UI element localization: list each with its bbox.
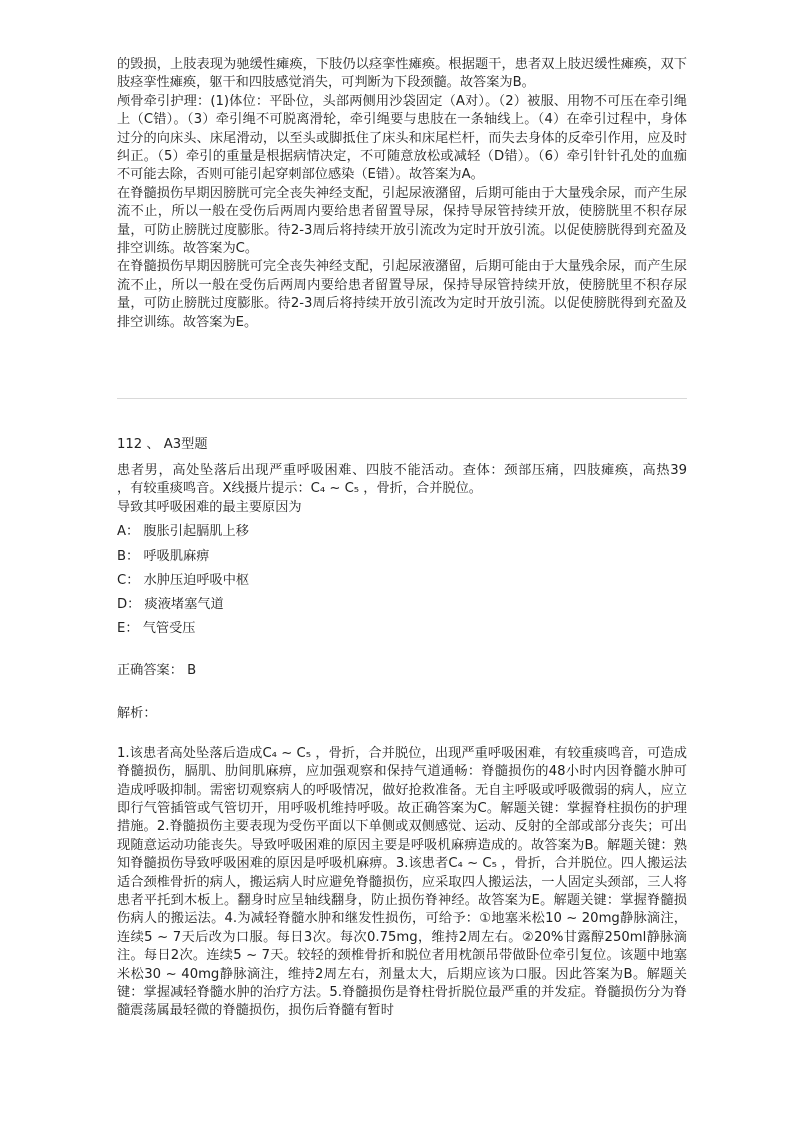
option-e[interactable] — [117, 620, 687, 644]
explanation-paragraph: 的毁损，上肢表现为驰缓性瘫痪，下肢仍以痉挛性瘫痪。根据题干，患者双上肢迟缓性瘫痪，双下肢痉挛性瘫痪，躯干和四肢感觉消失，可判断为下段颈髓。故答案为B。 — [117, 57, 687, 91]
answer-value: B — [187, 662, 197, 678]
option-letter: E： — [117, 621, 139, 637]
option-text: 水肿压迫呼吸中枢 — [143, 572, 250, 588]
question-number-type: 112 、 A3型题 — [117, 437, 208, 452]
previous-explanations — [117, 56, 687, 332]
option-b[interactable] — [117, 548, 687, 572]
option-text: 痰液堵塞气道 — [144, 597, 224, 613]
option-letter: C： — [117, 572, 140, 588]
option-list — [117, 523, 687, 644]
section-divider — [117, 398, 687, 399]
option-letter: D： — [117, 597, 141, 613]
question-block — [117, 436, 701, 1021]
option-letter: A： — [117, 524, 140, 540]
explanation-paragraph: 在脊髓损伤早期因膀胱可完全丧失神经支配，引起尿液潴留，后期可能由于大量残余尿，而产生尿流不止，所以一般在受伤后两周内要给患者留置导尿，保持导尿管持续开放，使膀胱里不积存尿量，可防止膀胱过度膨胀。待2-3周后将持续开放引流改为定时开放引流。以促使膀胱得到充盈及排空训练。故答案为C。 — [117, 185, 687, 257]
question-prompt: 导致其呼吸困难的最主要原因为 — [117, 499, 302, 515]
option-text: 呼吸肌麻痹 — [143, 548, 210, 564]
explanation-text: 1.该患者高处坠落后造成C₄ ~ C₅ ，骨折，合并脱位，出现严重呼吸困难，有较重痰鸣音，可造成脊髓损伤，膈肌、肋间肌麻痹，应加强观察和保持气道通畅：脊髓损伤的48小时内因脊髓水肿可造成呼吸抑制。需密切观察病人的呼吸情况，做好抢救准备。无自主呼吸或呼吸微弱的病人，应立即行气管插管或气管切开，用呼吸机维持呼吸。故正确答案为C。解题关键：掌握脊柱损伤的护理措施。2.脊髓损伤主要表现为受伤平面以下单侧或双侧感觉、运动、反射的全部或部分丧失；可出现随意运动功能丧失。导致呼吸困难的原因主要是呼吸机麻痹造成的。故答案为B。解题关键：熟知脊髓损伤导致呼吸困难的原因是呼吸机麻痹。3.该患者C₄ ~ C₅ ，骨折，合并脱位。四人搬运法适合颈椎骨折的病人，搬运病人时应避免脊髓损伤，应采取四人搬运法，一人固定头颈部，三人将患者平托到木板上。翻身时应呈轴线翻身，防止损伤脊神经。故答案为E。解题关键：掌握脊髓损伤病人的搬运法。4.为减轻脊髓水肿和继发性损伤，可给予：①地塞米松10 ~ 20mg静脉滴注，连续5 ~ 7天后改为口服。每日3次。每次0.75mg，维持2周左右。②20%甘露醇250ml静脉滴注。每日2次。连续5 ~ 7天。较轻的颈椎骨折和脱位者用枕颌吊带做卧位牵引复位。该题中地塞米松30 ~ 40mg静脉滴注，维持2周左右，剂量太大，后期应该为口服。因此答案为B。解题关键：掌握减轻脊髓水肿的治疗方法。5.脊髓损伤是脊柱骨折脱位最严重的并发症。脊髓损伤分为脊髓震荡属最轻微的脊髓损伤，损伤后脊髓有暂时 — [117, 745, 687, 1019]
correct-answer — [117, 659, 687, 678]
option-text: 气管受压 — [142, 621, 196, 637]
answer-label: 正确答案： — [117, 662, 183, 678]
option-text: 腹胀引起膈肌上移 — [143, 524, 249, 540]
option-d[interactable] — [117, 596, 687, 620]
question-stem: 患者男，高处坠落后出现严重呼吸困难、四肢不能活动。查体：颈部压痛，四肢瘫痪，高热39 ，有较重痰鸣音。X线摄片提示：C₄ ~ C₅ ，骨折，合并脱位。 — [117, 463, 701, 497]
explanation-label: 解析： — [117, 705, 157, 721]
explanation-paragraph: 在脊髓损伤早期因膀胱可完全丧失神经支配，引起尿液潴留，后期可能由于大量残余尿，而产生尿流不止，所以一般在受伤后两周内要给患者留置导尿，保持导尿管持续开放，使膀胱里不积存尿量，可防止膀胱过度膨胀。待2-3周后将持续开放引流改为定时开放引流。以促使膀胱得到充盈及排空训练。故答案为E。 — [117, 259, 687, 330]
option-letter: B： — [117, 548, 140, 564]
option-a[interactable] — [117, 523, 687, 547]
explanation-paragraph: 颅骨牵引护理：(1)体位：平卧位，头部两侧用沙袋固定（A对）。（2）被服、用物不可压在牵引绳上（C错）。（3）牵引绳不可脱离滑轮，牵引绳要与患肢在一条轴线上。（4）在牵引过程中，身体过分的向床头、床尾滑动，以至头或脚抵住了床头和床尾栏杆，而失去身体的反牵引作用，应及时纠正。（5）牵引的重量是根据病情决定，不可随意放松或减轻（D错）。（6）牵引针针孔处的血痂不可能去除，否则可能引起穿刺部位感染（E错）。故答案为A。 — [117, 93, 687, 183]
option-c[interactable] — [117, 572, 687, 596]
